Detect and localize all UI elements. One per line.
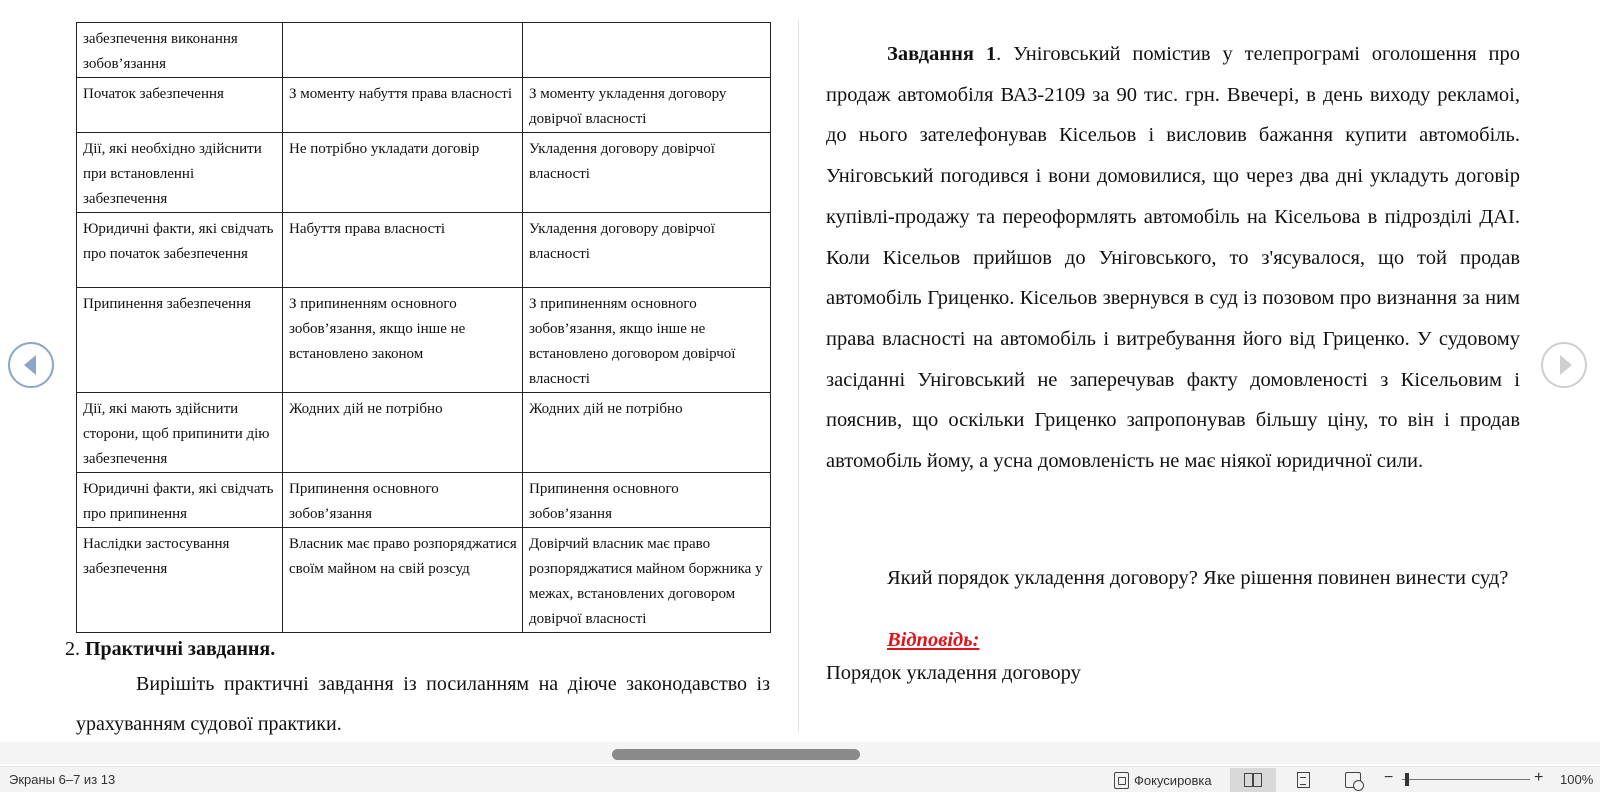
zoom-slider-thumb[interactable] xyxy=(1405,773,1409,786)
globe-icon xyxy=(1345,772,1361,788)
table-cell: Укладення договору довірчої власності xyxy=(523,213,771,288)
status-bar xyxy=(0,766,1600,792)
arrow-left-icon xyxy=(24,355,36,375)
table-cell: Юридичні факти, які свідчать про початок забезпечення xyxy=(77,213,283,288)
zoom-in-button[interactable]: + xyxy=(1534,769,1544,786)
page-divider xyxy=(798,20,799,732)
section-text: Вирішіть практичні завдання із посиланням на діюче законодавство із урахуванням судової практики. xyxy=(76,673,770,735)
table-row xyxy=(77,288,771,393)
previous-screen-button[interactable] xyxy=(8,342,54,388)
right-page xyxy=(826,18,1520,730)
focus-label: Фокусировка xyxy=(1134,772,1212,788)
table-cell: Дії, які мають здійснити сторони, щоб припинити дію забезпечення xyxy=(77,393,283,473)
table-cell: З моменту набуття права власності xyxy=(283,78,523,133)
table-cell: Припинення основного зобов’язання xyxy=(283,473,523,528)
table-cell: З припиненням основного зобов’язання, якщо інше не встановлено законом xyxy=(283,288,523,393)
table-cell xyxy=(283,23,523,78)
section-number: 2. xyxy=(65,638,85,660)
zoom-level[interactable]: 100% xyxy=(1560,772,1594,787)
table-row xyxy=(77,213,771,288)
table-row xyxy=(77,78,771,133)
focus-mode-button[interactable] xyxy=(1110,769,1216,791)
table-cell: Наслідки застосування забезпечення xyxy=(77,528,283,633)
table-cell: Набуття права власності xyxy=(283,213,523,288)
answer-label: Відповідь: xyxy=(887,629,980,651)
comparison-table xyxy=(76,22,771,633)
table-cell: Власник має право розпоряджатися своїм майном на свій розсуд xyxy=(283,528,523,633)
focus-icon xyxy=(1114,772,1129,789)
table-row xyxy=(77,133,771,213)
task-paragraph xyxy=(826,34,1520,482)
section-heading xyxy=(65,634,275,664)
table-cell: З припиненням основного зобов’язання, якщо інше не встановлено договором довірчої власності xyxy=(523,288,771,393)
horizontal-scrollbar[interactable] xyxy=(0,742,1600,764)
zoom-slider[interactable] xyxy=(1402,779,1530,780)
page-icon xyxy=(1297,772,1310,788)
table-cell: Довірчий власник має право розпоряджатися майном боржника у межах, встановлених договором довірчої власності xyxy=(523,528,771,633)
table-cell: забезпечення виконання зобов’язання xyxy=(77,23,283,78)
read-mode-button[interactable] xyxy=(1230,768,1276,792)
table-row xyxy=(77,23,771,78)
table-cell: Жодних дій не потрібно xyxy=(523,393,771,473)
table-cell: Початок забезпечення xyxy=(77,78,283,133)
table-cell: Припинення основного зобов’язання xyxy=(523,473,771,528)
task-title: Завдання 1 xyxy=(887,43,997,65)
scrollbar-thumb[interactable] xyxy=(612,749,860,760)
task-question: Який порядок укладення договору? Яке рішення повинен винести суд? xyxy=(887,567,1509,589)
answer-text: Порядок укладення договору xyxy=(826,662,1081,684)
task-text: . Уніговський помістив у телепрограмі оголошення про продаж автомобіля ВАЗ-2109 за 90 тис. грн. Ввечері, в день виходу рекламоі, до нього зателефонував Кісельов і висловив бажання купити автомобіль. Уніговський погодився і вони домовилися, що через два дні укладуть договір купівлі-продажу та переоформлять автомобіль на Кісельова в підрозділі ДАІ. Коли Кісельов прийшов до Уніговського, то з'ясувалося, що той продав автомобіль Гриценко. Кісельов звернувся в суд із позовом про визнання за ним права власності на автомобіль і витребування його від Гриценко. У судовому засіданні Уніговський не заперечував факту домовленості з Кісельовим і пояснив, що оскільки Гриценко запропонував більшу ціну, то він і продав автомобіль йому, а усна домовленість не має ніякої юридичної сили. xyxy=(826,43,1520,473)
table-cell: Юридичні факти, які свідчать про припинення xyxy=(77,473,283,528)
table-row xyxy=(77,528,771,633)
table-cell: Жодних дій не потрібно xyxy=(283,393,523,473)
print-layout-button[interactable] xyxy=(1280,768,1326,792)
web-layout-button[interactable] xyxy=(1330,768,1376,792)
table-cell: Дії, які необхідно здійснити при встановленні забезпечення xyxy=(77,133,283,213)
book-icon xyxy=(1244,773,1262,787)
arrow-right-icon xyxy=(1560,355,1572,375)
table-row xyxy=(77,393,771,473)
next-screen-button[interactable] xyxy=(1541,342,1587,388)
table-cell: Укладення договору довірчої власності xyxy=(523,133,771,213)
zoom-out-button[interactable]: − xyxy=(1384,769,1394,786)
section-title: Практичні завдання. xyxy=(85,638,276,660)
table-row xyxy=(77,473,771,528)
table-cell xyxy=(523,23,771,78)
table-cell: Не потрібно укладати договір xyxy=(283,133,523,213)
page-counter[interactable]: Экраны 6–7 из 13 xyxy=(9,772,116,787)
table-cell: Припинення забезпечення xyxy=(77,288,283,393)
table-cell: З моменту укладення договору довірчої власності xyxy=(523,78,771,133)
left-page xyxy=(60,18,780,735)
